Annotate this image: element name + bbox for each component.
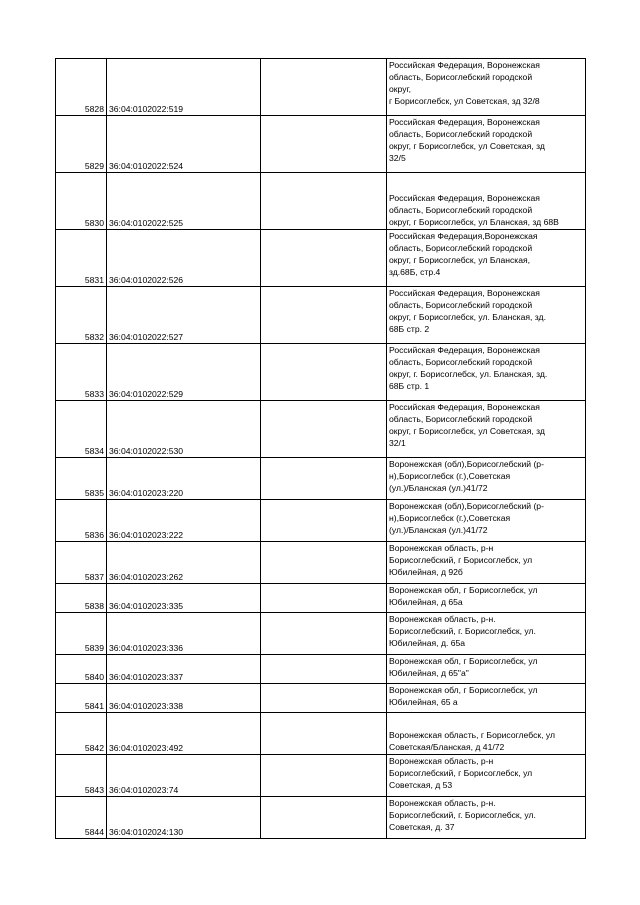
row-number: 5829 xyxy=(56,116,107,173)
row-number: 5838 xyxy=(56,584,107,613)
cadastral-number: 36:04:0102022:526 xyxy=(107,230,261,287)
row-number: 5830 xyxy=(56,173,107,230)
cadastral-number: 36:04:0102023:222 xyxy=(107,500,261,542)
empty-cell xyxy=(261,797,387,839)
table-row xyxy=(56,344,586,401)
empty-cell xyxy=(261,287,387,344)
empty-cell xyxy=(261,116,387,173)
row-number: 5832 xyxy=(56,287,107,344)
address-cell: Воронежская обл, г Борисоглебск, ул Юбилейная, д 65"а" xyxy=(387,655,586,684)
address-cell: Воронежская обл, г Борисоглебск, ул Юбилейная, д 65а xyxy=(387,584,586,613)
table-row xyxy=(56,713,586,755)
address-cell: Воронежская обл, г Борисоглебск, ул Юбилейная, 65 а xyxy=(387,684,586,713)
row-number: 5842 xyxy=(56,713,107,755)
empty-cell xyxy=(261,458,387,500)
address-cell: Российская Федерация, Воронежская область, Борисоглебский городской округ, г. Борисоглебск, ул. Бланская, зд. 68Б стр. 1 xyxy=(387,344,586,401)
table-row xyxy=(56,458,586,500)
address-cell: Воронежская область, г Борисоглебск, ул Советская/Бланская, д 41/72 xyxy=(387,713,586,755)
empty-cell xyxy=(261,500,387,542)
cadastral-number: 36:04:0102022:529 xyxy=(107,344,261,401)
address-cell: Российская Федерация, Воронежская область, Борисоглебский городской округ, г Борисоглебск, ул Советская, зд 32/1 xyxy=(387,401,586,458)
cadastral-number: 36:04:0102023:335 xyxy=(107,584,261,613)
registry-table xyxy=(55,58,586,839)
table-row xyxy=(56,401,586,458)
cadastral-number: 36:04:0102022:524 xyxy=(107,116,261,173)
empty-cell xyxy=(261,401,387,458)
address-cell: Российская Федерация, Воронежская область, Борисоглебский городской округ, г Борисоглебск, ул Советская, зд 32/8 xyxy=(387,59,586,116)
table-row xyxy=(56,584,586,613)
row-number: 5831 xyxy=(56,230,107,287)
row-number: 5828 xyxy=(56,59,107,116)
address-cell: Воронежская область, р-н Борисоглебский, г Борисоглебск, ул Советская, д 53 xyxy=(387,755,586,797)
cadastral-number: 36:04:0102022:527 xyxy=(107,287,261,344)
row-number: 5834 xyxy=(56,401,107,458)
empty-cell xyxy=(261,344,387,401)
row-number: 5844 xyxy=(56,797,107,839)
row-number: 5841 xyxy=(56,684,107,713)
cadastral-number: 36:04:0102022:519 xyxy=(107,59,261,116)
table-row xyxy=(56,655,586,684)
cadastral-number: 36:04:0102023:338 xyxy=(107,684,261,713)
table-row xyxy=(56,230,586,287)
empty-cell xyxy=(261,230,387,287)
table-row xyxy=(56,755,586,797)
address-cell: Воронежская (обл),Борисоглебский (р- н),Борисоглебск (г.),Советская (ул.)/Бланская (ул.)41/72 xyxy=(387,500,586,542)
table-row xyxy=(56,173,586,230)
empty-cell xyxy=(261,755,387,797)
row-number: 5843 xyxy=(56,755,107,797)
empty-cell xyxy=(261,542,387,584)
address-cell: Воронежская область, р-н. Борисоглебский, г. Борисоглебск, ул. Юбилейная, д. 65а xyxy=(387,613,586,655)
table-row xyxy=(56,613,586,655)
cadastral-number: 36:04:0102023:74 xyxy=(107,755,261,797)
cadastral-number: 36:04:0102022:530 xyxy=(107,401,261,458)
cadastral-number: 36:04:0102023:492 xyxy=(107,713,261,755)
address-cell: Российская Федерация, Воронежская область, Борисоглебский городской округ, г Борисоглебск, ул. Бланская, зд. 68Б стр. 2 xyxy=(387,287,586,344)
address-cell: Воронежская область, р-н Борисоглебский, г Борисоглебск, ул Юбилейная, д 92б xyxy=(387,542,586,584)
address-cell: Воронежская область, р-н. Борисоглебский, г. Борисоглебск, ул. Советская, д. 37 xyxy=(387,797,586,839)
table-row xyxy=(56,59,586,116)
address-cell: Российская Федерация,Воронежская область, Борисоглебский городской округ, г Борисоглебск, ул Бланская, зд.68Б, стр.4 xyxy=(387,230,586,287)
cadastral-number: 36:04:0102024:130 xyxy=(107,797,261,839)
empty-cell xyxy=(261,655,387,684)
table-row xyxy=(56,116,586,173)
cadastral-number: 36:04:0102023:262 xyxy=(107,542,261,584)
address-cell: Российская Федерация, Воронежская область, Борисоглебский городской округ, г Борисоглебск, ул Бланская, зд 68В xyxy=(387,173,586,230)
cadastral-number: 36:04:0102022:525 xyxy=(107,173,261,230)
address-cell: Воронежская (обл),Борисоглебский (р- н),Борисоглебск (г.),Советская (ул.)/Бланская (ул.)41/72 xyxy=(387,458,586,500)
row-number: 5836 xyxy=(56,500,107,542)
empty-cell xyxy=(261,584,387,613)
empty-cell xyxy=(261,684,387,713)
row-number: 5835 xyxy=(56,458,107,500)
cadastral-number: 36:04:0102023:336 xyxy=(107,613,261,655)
empty-cell xyxy=(261,173,387,230)
empty-cell xyxy=(261,59,387,116)
table-row xyxy=(56,797,586,839)
cadastral-number: 36:04:0102023:220 xyxy=(107,458,261,500)
cadastral-number: 36:04:0102023:337 xyxy=(107,655,261,684)
empty-cell xyxy=(261,613,387,655)
table-row xyxy=(56,542,586,584)
row-number: 5840 xyxy=(56,655,107,684)
row-number: 5837 xyxy=(56,542,107,584)
empty-cell xyxy=(261,713,387,755)
row-number: 5833 xyxy=(56,344,107,401)
table-row xyxy=(56,287,586,344)
table-row xyxy=(56,684,586,713)
table-row xyxy=(56,500,586,542)
row-number: 5839 xyxy=(56,613,107,655)
address-cell: Российская Федерация, Воронежская область, Борисоглебский городской округ, г Борисоглебск, ул Советская, зд 32/5 xyxy=(387,116,586,173)
